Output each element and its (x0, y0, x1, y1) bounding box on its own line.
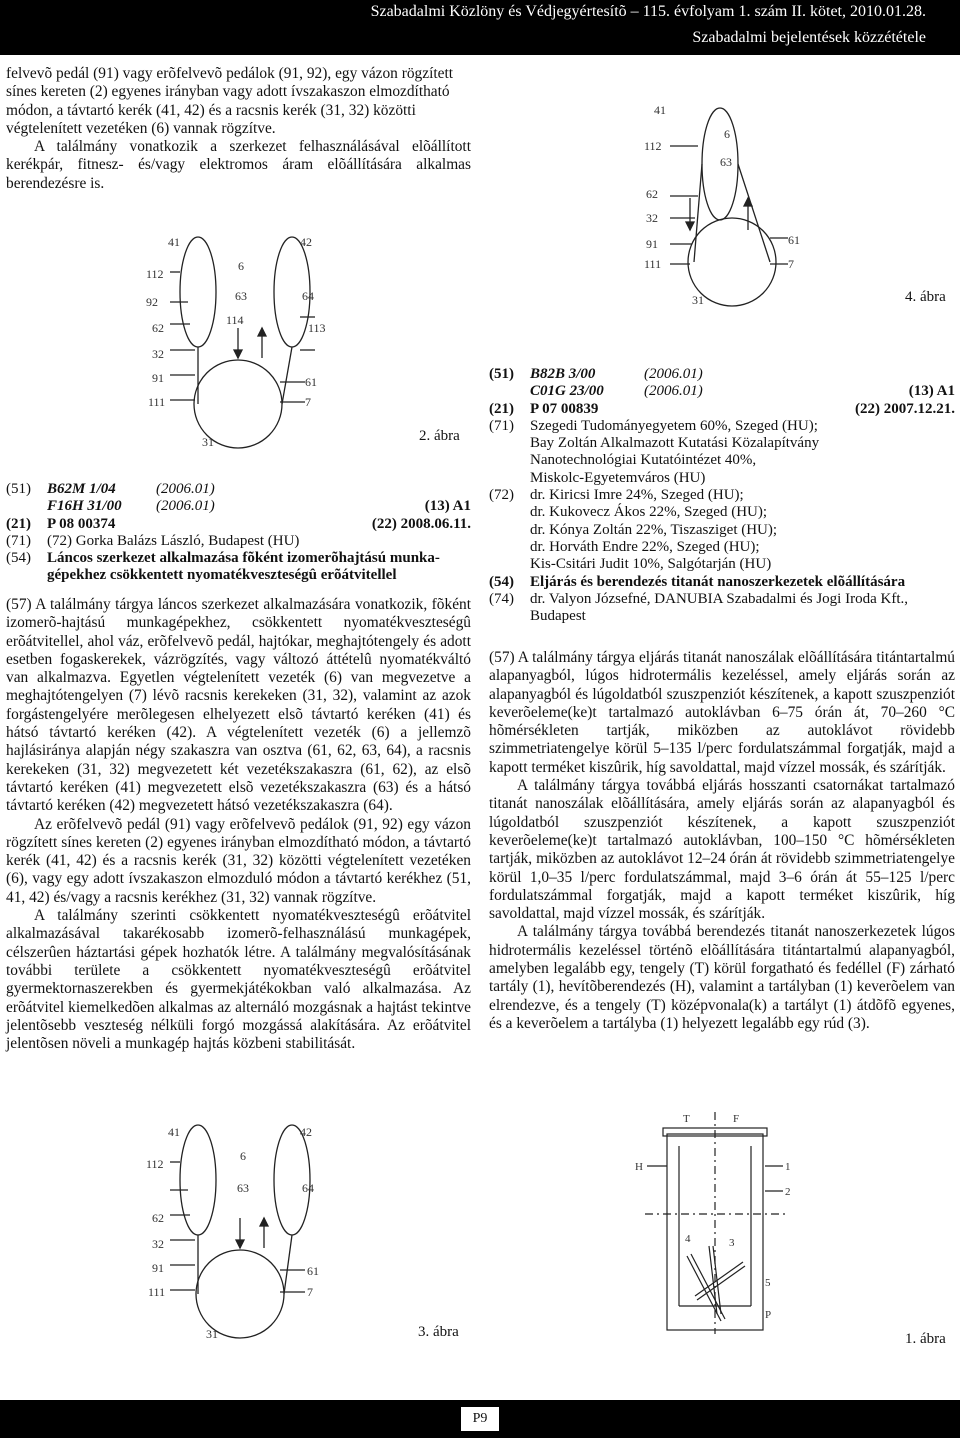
figure-1-label: H (635, 1161, 643, 1173)
figure-2-label: 62 (152, 321, 164, 335)
figure-1-label: 4 (685, 1233, 691, 1245)
figure-1-label: P (765, 1309, 772, 1321)
intro-line: sínes kereten (2) egyenes irányban vagy adott ívszakaszon elmozdítható (6, 83, 450, 101)
inventor: Kis-Csitári Judit 10%, Salgótarján (HU) (530, 556, 772, 573)
inid-72: (72) (489, 487, 514, 504)
figure-2-label: 61 (305, 375, 317, 389)
figure-4-label: 112 (644, 139, 662, 153)
figure-1-label: F (733, 1113, 740, 1125)
inid-54: (54) (489, 573, 514, 590)
figure-2-label: 91 (152, 371, 164, 385)
page-number: P9 (461, 1407, 499, 1431)
ipc-class: B62M 1/04 (47, 481, 116, 497)
figure-1-label: 5 (765, 1277, 771, 1289)
figure-4-label: 111 (644, 257, 662, 271)
figure-3-label: 111 (148, 1285, 166, 1299)
inid-54: (54) (6, 550, 31, 567)
application-number: P 08 00374 (47, 515, 116, 532)
patent-title: Láncos szerkezet alkalmazása fõként izomerõhajtású munka- (47, 550, 440, 567)
figure-2-label: 6 (238, 259, 244, 273)
intro-line: végtelenített vezetéken (6) vannak rögzítve. (6, 119, 276, 137)
figure-4-label: 6 (724, 127, 730, 141)
figure-2-drawing (140, 232, 346, 454)
inid-21: (21) (489, 400, 514, 417)
figure-2-label: 111 (148, 395, 166, 409)
figure-4-label: 31 (692, 293, 704, 307)
figure-3-label: 31 (206, 1327, 218, 1341)
intro-line: felvevõ pedál (91) vagy erõfelvevõ pedálok (91, 92), egy vázon rögzített (6, 65, 454, 82)
inid-51: (51) (6, 481, 31, 497)
figure-4-label: 63 (720, 155, 732, 169)
figure-2-label: 63 (235, 289, 247, 303)
publication-title: Szabadalmi Közlöny és Védjegyértesítõ – 115. évfolyam 1. szám II. kötet, 2010.01.28. (370, 3, 926, 20)
figure-3-label: 63 (237, 1181, 249, 1195)
figure-3-label: 41 (168, 1125, 180, 1139)
intro-paragraph: A találmány vonatkozik a szerkezet felhasználásával elõállított kerékpár, fitnesz- és/vagy elektromos áram elõállítására alkalmas berendezésre is. (6, 138, 471, 192)
filing-date: (22) 2008.06.11. (371, 515, 471, 532)
applicant: Miskolc-Egyetemváros (HU) (530, 469, 706, 486)
figure-2-label: 31 (202, 435, 214, 449)
figure-2-label: 92 (146, 295, 158, 309)
figure-2-label: 64 (302, 289, 314, 303)
ipc-date: (2006.01) (156, 498, 215, 515)
figure-4-label: 41 (654, 103, 666, 117)
kind-code: (13) A1 (424, 498, 471, 515)
patent-1-abstract (6, 596, 471, 1053)
patent-title: Eljárás és berendezés titanát nanoszerkezetek elõállítására (530, 573, 906, 590)
inid-71: (71) (489, 417, 514, 434)
figure-4-label: 61 (788, 233, 800, 247)
figure-1-label: T (683, 1113, 690, 1125)
agent: dr. Valyon Józsefné, DANUBIA Szabadalmi és Jogi Iroda Kft., (530, 590, 908, 607)
figure-1-drawing (625, 1106, 805, 1338)
section-title: Szabadalmi bejelentések közzététele (692, 29, 926, 46)
abstract-paragraph: A találmány tárgya továbbá berendezés titanát nanoszerkezetek lúgos hidrotermális kezeléssel történõ elõállítására titántartalmú alapanyagból, amelyben legalább egy, tengely (T) körül forgatható és fedéllel (F) zárható tartály (1), hevítõberendezés (H), valamint a tartályban (1) keverõelem van elrendezve, és a tengely (T) középvonala(k) a tartályt (1) átdõfõ egyenes, és a keverõelem a tartályba (1) helyezett legalább egy rúd (3). (489, 923, 955, 1032)
figure-4-drawing (640, 98, 820, 313)
figure-4-label: 62 (646, 187, 658, 201)
kind-code: (13) A1 (908, 383, 955, 400)
inventor: dr. Kiricsi Imre 24%, Szeged (HU); (530, 487, 744, 504)
ipc-date: (2006.01) (156, 481, 215, 497)
abstract-paragraph: A találmány tárgya továbbá eljárás hosszanti csatornákat tartalmazó titanát nanoszálak elõállítására, amely eljárás során az alapanyagból és lúgoldatból szuszpenziót készítenek, a kapott szuszpenziót keverõeleme(ke)t tartalmazó autoklávban, 100–150 °C hõmérsékleten tartják, miközben az autoklávot 12–24 órán át rövidebb szimmetriatengelye körül 1,0–35 l/perc fordulatszámmal, majd 3–6 órán át 55–125 l/perc fordulatszámmal forgatják, majd a kapott terméket kiszûrik, híg savoldattal, majd vízzel mossák, és szárítják. (489, 777, 955, 923)
applicant: Bay Zoltán Alkalmazott Kutatási Közalapítvány (530, 435, 820, 452)
applicant: Szegedi Tudományegyetem 60%, Szeged (HU); (530, 417, 818, 434)
ipc-class: C01G 23/00 (530, 383, 604, 400)
abstract-paragraph: (57) A találmány tárgya eljárás titanát nanoszálak elõállítására titántartalmú alapanyagból, lúgos hidrotermális kezeléssel, amely eljárás során az alapanyagból és lúgoldatból szuszpenziót készítenek, a kapott szuszpenziót keverõeleme(ke)t tartalmazó autoklávban 6–75 órán át, 70–260 °C hõmérsékleten tartják, miközben az autoklávot rövidebb szimmetriatengelye körül 5–135 l/perc fordulatszámmal forgatják, majd a kapott terméket kiszûrik, híg savoldattal, majd vízzel mossák, és szárítják. (489, 649, 955, 776)
figure-1-caption: 1. ábra (905, 1331, 946, 1347)
figure-2-label: 32 (152, 347, 164, 361)
figure-2-caption: 2. ábra (419, 428, 460, 444)
patent-1-bibliography (6, 481, 471, 585)
figure-2-label: 113 (308, 321, 326, 335)
ipc-class: B82B 3/00 (530, 366, 596, 382)
intro-text (6, 65, 471, 193)
figure-3-drawing (140, 1120, 360, 1345)
figure-3-label: 61 (307, 1264, 319, 1278)
figure-3-label: 42 (300, 1125, 312, 1139)
ipc-date: (2006.01) (644, 383, 703, 400)
page-header (0, 0, 960, 55)
intro-line: módon, a távtartó kerék (41, 42) és a racsnis kerék (31, 32) közötti (6, 101, 416, 119)
abstract-paragraph: Az erõfelvevõ pedál (91) vagy erõfelvevõ pedálok (91, 92) egy vázon rögzített sínes kereten (2) egyenes irányban elmozdítható módon, a távtartó kerék (41, 42) és a racsnis kerék (31, 32) közötti végtelenített vezetéken (6), vagy egy adott ívszakaszon elmozduló módon a távtartó kerékhez (51, 41, 42) és/vagy a racsnis kerékhez (31, 32) vannak rögzítve. (6, 815, 471, 906)
figure-2-label: 114 (226, 313, 244, 327)
figure-3-label: 6 (240, 1149, 246, 1163)
figure-4-label: 91 (646, 237, 658, 251)
figure-1-label: 2 (785, 1186, 791, 1198)
figure-3-label: 7 (307, 1285, 313, 1299)
patent-2-bibliography (489, 366, 955, 625)
figure-4-caption: 4. ábra (905, 289, 946, 305)
inid-74: (74) (489, 590, 514, 607)
figure-2-label: 112 (146, 267, 164, 281)
figure-3-label: 64 (302, 1181, 314, 1195)
figure-3-label: 91 (152, 1261, 164, 1275)
figure-1-label: 1 (785, 1161, 791, 1173)
application-number: P 07 00839 (530, 400, 599, 417)
figure-2-label: 41 (168, 235, 180, 249)
figure-4-label: 7 (788, 257, 794, 271)
filing-date: (22) 2007.12.21. (855, 400, 955, 417)
figure-4-label: 32 (646, 211, 658, 225)
figure-3-label: 32 (152, 1237, 164, 1251)
applicant: (72) Gorka Balázs László, Budapest (HU) (47, 532, 300, 549)
patent-2-abstract (489, 649, 955, 1033)
applicant: Nanotechnológiai Kutatóintézet 40%, (530, 452, 757, 469)
abstract-paragraph: A találmány szerinti csökkentett nyomatékveszteségû erõátvitel alkalmazásával takarékosabb izomerõ-felhasználású munkagépek, célszerûen háztartási gépek hozhatók létre. A találmány megvalósításának további területe a csökkentett nyomatékveszteségû erõátvitel gyermektornaszerekben és gyermekjátékokban való alkalmazása. Az erõátvitel kiemelkedõen alkalmas az alternáló mozgásnak a hajtást tekintve jelentõsebb veszteség nélküli forgó mozgássá alakítására. Az erõátvitel jelentõsen növeli a munkagép hajtás közbeni stabilitását. (6, 907, 471, 1053)
inid-21: (21) (6, 515, 31, 532)
figure-3-label: 112 (146, 1157, 164, 1171)
agent-city: Budapest (530, 608, 586, 625)
inventor: dr. Horváth Endre 22%, Szeged (HU); (530, 538, 760, 555)
figure-2-label: 42 (300, 235, 312, 249)
ipc-class: F16H 31/00 (47, 498, 122, 515)
inid-51: (51) (489, 366, 514, 382)
figure-3-caption: 3. ábra (418, 1324, 459, 1340)
inventor: dr. Kukovecz Ákos 22%, Szeged (HU); (530, 504, 768, 521)
figure-2-label: 7 (305, 395, 311, 409)
inid-71: (71) (6, 532, 31, 549)
patent-title-cont: gépekhez csökkentett nyomatékveszteségû erõátvitellel (47, 567, 397, 584)
figure-3-label: 62 (152, 1211, 164, 1225)
page-footer (0, 1400, 960, 1438)
inventor: dr. Kónya Zoltán 22%, Tiszasziget (HU); (530, 521, 778, 538)
ipc-date: (2006.01) (644, 366, 703, 382)
figure-1-label: 3 (729, 1237, 735, 1249)
abstract-paragraph: (57) A találmány tárgya láncos szerkezet alkalmazására vonatkozik, fõként izomerõ-hajtású munkagépekhez, csökkentett nyomatékveszteségû erõátvitellel, ahol váz, erõfelvevõ pedál, hajtókar, meghajtótengely és adott esetben fogaskerekek, vázrögzítés, vagy változó áttételû nyomatékváltó van alkalmazva. Egyetlen végtelenített vezeték (6) van megvezetve a meghajtótengelyen (7) lévõ racsnis kerekeken (31, 32), valamint az azok forgástengelyére merõlegesen elhelyezett elsõ távtartó keréken (41) és hátsó távtartó keréken (42). A végtelenített vezeték (6) a jellemzõ hajlásiránya alapján négy szakaszra van osztva (61, 62, 63, 64), a racsnis kerekeken (31, 32) megvezetett két vezetékszakaszra (61, 62), az elsõ távtartó keréken (41) megvezetett elsõ vezetékszakaszra (63) és a hátsó távtartó keréken (42) megvezetett hátsó vezetékszakaszra (64). (6, 596, 471, 815)
